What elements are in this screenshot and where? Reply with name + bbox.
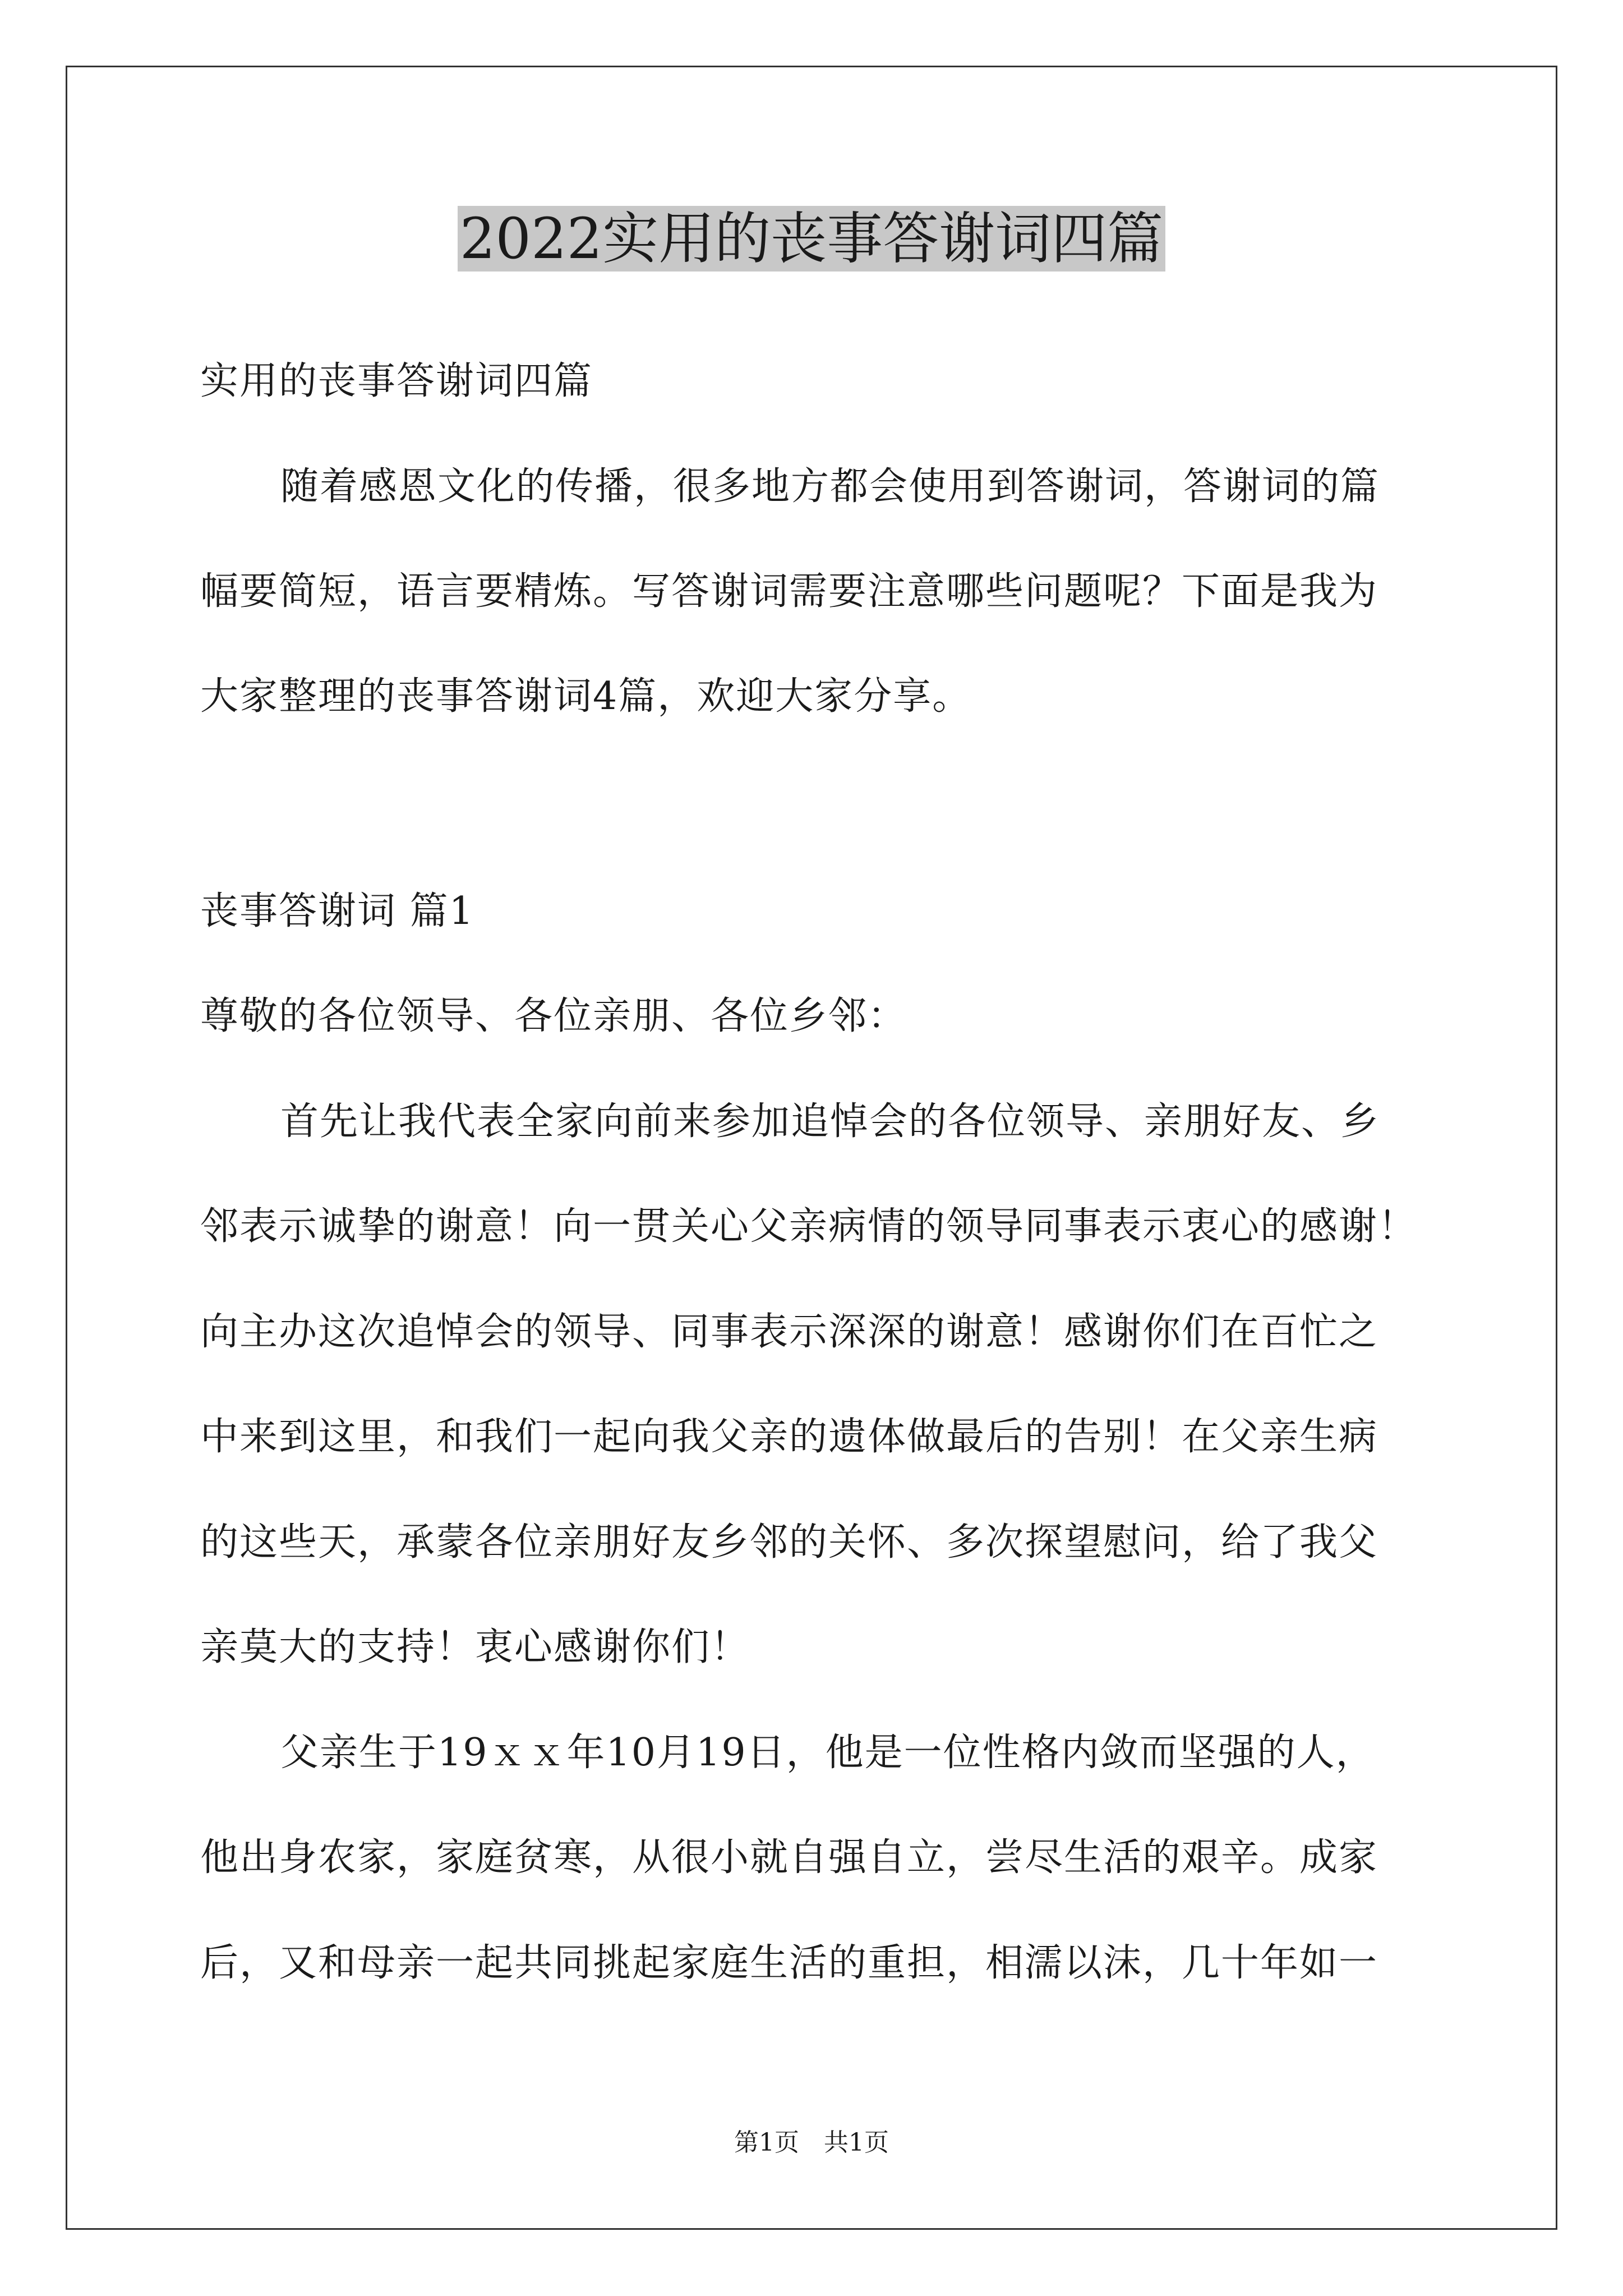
intro-line: 大家整理的丧事答谢词4篇，欢迎大家分享。	[200, 674, 972, 719]
intro-line: 随着感恩文化的传播，很多地方都会使用到答谢词，答谢词的篇	[280, 464, 1380, 509]
document-subtitle: 实用的丧事答谢词四篇	[200, 359, 593, 403]
paragraph-line: 后，又和母亲一起共同挑起家庭生活的重担，相濡以沫，几十年如一	[200, 1941, 1378, 1985]
paragraph-line: 邻表示诚挚的谢意！向一贯关心父亲病情的领导同事表示衷心的感谢！	[200, 1204, 1418, 1249]
paragraph-line: 向主办这次追悼会的领导、同事表示深深的谢意！感谢你们在百忙之	[200, 1310, 1378, 1354]
paragraph-line: 亲莫大的支持！衷心感谢你们！	[200, 1625, 750, 1669]
paragraph-line: 的这些天，承蒙各位亲朋好友乡邻的关怀、多次探望慰问，给了我父	[200, 1520, 1378, 1565]
page-footer: 第1页 共1页	[734, 2128, 889, 2157]
document-title-text: 2022实用的丧事答谢词四篇	[458, 206, 1166, 272]
document-title	[0, 200, 1623, 278]
intro-line: 幅要简短，语言要精炼。写答谢词需要注意哪些问题呢？下面是我为	[200, 569, 1378, 614]
paragraph-line: 中来到这里，和我们一起向我父亲的遗体做最后的告别！在父亲生病	[200, 1415, 1378, 1459]
paragraph-line: 他出身农家，家庭贫寒，从很小就自强自立，尝尽生活的艰辛。成家	[200, 1835, 1378, 1880]
salutation: 尊敬的各位领导、各位亲朋、各位乡邻：	[200, 994, 907, 1038]
section-heading: 丧事答谢词 篇1	[200, 889, 474, 933]
paragraph-line: 首先让我代表全家向前来参加追悼会的各位领导、亲朋好友、乡	[280, 1099, 1380, 1144]
paragraph-line: 父亲生于19ｘｘ年10月19日，他是一位性格内敛而坚强的人，	[280, 1731, 1375, 1775]
